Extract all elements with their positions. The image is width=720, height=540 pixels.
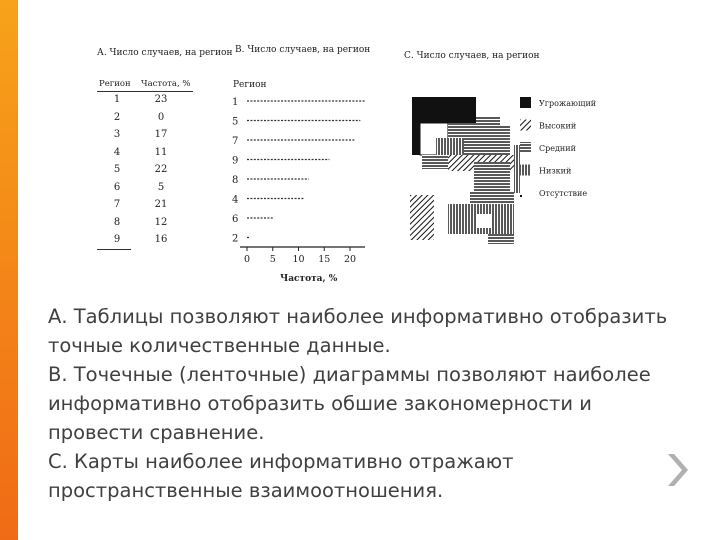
bar-region-label: 6 — [232, 214, 239, 225]
map-region — [436, 138, 464, 155]
map-region — [410, 195, 434, 240]
map-region — [412, 97, 476, 123]
slide-body — [48, 302, 688, 505]
region-cell: 3 — [113, 129, 121, 140]
map-region — [474, 162, 510, 192]
table-header-frequency: Частота, % — [141, 79, 191, 89]
frequency-cell: 5 — [157, 181, 165, 193]
bar-region-label: 4 — [232, 194, 239, 206]
legend-swatch — [520, 97, 531, 108]
map-region — [476, 116, 500, 126]
panel-a-title: А. Число случаев, на регион — [97, 48, 233, 58]
map-region — [514, 145, 520, 193]
legend-swatch — [520, 165, 531, 176]
region-cell: 1 — [113, 94, 121, 105]
statement-b: В. Точечные (ленточные) диаграммы позволяют наиболее информативно отобразить обшие закономерности и провести сравнение. — [48, 363, 651, 444]
panel-c-title: С. Число случаев, на регион — [404, 51, 540, 61]
bar-region-label: 1 — [232, 97, 239, 108]
x-tick-label: 0 — [243, 254, 251, 265]
region-cell: 2 — [113, 111, 121, 123]
statement-a: А. Таблицы позволяют наиболее информативно отобразить точные количественные данные. — [48, 305, 668, 357]
region-cell: 5 — [113, 164, 121, 175]
x-tick-label: 5 — [269, 254, 276, 265]
map-region — [476, 214, 492, 228]
x-axis-label: Частота, % — [280, 274, 338, 284]
region-cell: 7 — [113, 199, 121, 210]
x-tick-label: 20 — [343, 254, 357, 265]
next-slide-chevron-icon[interactable] — [658, 440, 698, 500]
bar-region-label: 2 — [232, 233, 239, 245]
panel-b-title: В. Число случаев, на регион — [235, 45, 371, 55]
legend-swatch — [520, 142, 531, 153]
region-cell: 8 — [113, 216, 121, 228]
legend-label: Угрожающий — [539, 99, 597, 108]
frequency-cell: 23 — [154, 94, 168, 105]
chevron-right-icon — [658, 440, 698, 500]
legend-label: Средний — [539, 144, 576, 153]
x-tick-label: 15 — [318, 254, 331, 265]
region-cell: 6 — [113, 181, 121, 193]
map-regions — [410, 97, 520, 244]
legend-label: Низкий — [539, 166, 572, 176]
frequency-cell: 16 — [154, 234, 168, 245]
frequency-cell: 12 — [154, 216, 168, 228]
map-legend — [520, 97, 596, 198]
legend-label: Высокий — [539, 121, 577, 131]
map-region — [470, 192, 514, 204]
legend-swatch — [520, 120, 531, 131]
bar-region-label: 9 — [232, 155, 239, 167]
map-region — [488, 234, 514, 244]
map-region — [422, 155, 448, 169]
frequency-cell: 17 — [154, 129, 168, 140]
legend-swatch — [520, 195, 522, 197]
frequency-cell: 22 — [154, 164, 168, 175]
frequency-cell: 0 — [157, 111, 165, 123]
bar-region-label: 8 — [232, 175, 239, 186]
bar-region-label: 7 — [232, 136, 239, 147]
region-cell: 4 — [113, 146, 121, 158]
bar-region-label: 5 — [232, 116, 239, 128]
map-region — [412, 123, 420, 155]
statement-c: С. Карты наиболее информативно отражают пространственные взаимоотношения. — [48, 450, 514, 502]
frequency-cell: 21 — [154, 199, 168, 210]
region-cell: 9 — [113, 234, 121, 245]
table-header-region: Регион — [99, 79, 131, 89]
x-tick-label: 10 — [292, 254, 305, 265]
legend-label: Отсутствие — [539, 189, 588, 198]
map-region — [500, 126, 510, 156]
frequency-cell: 11 — [154, 146, 168, 158]
y-axis-label: Регион — [233, 80, 267, 90]
